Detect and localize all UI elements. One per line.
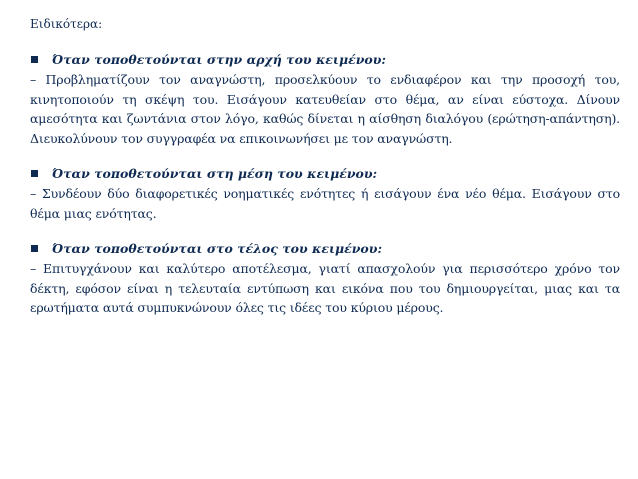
document-body — [30, 15, 620, 334]
section-middle — [30, 164, 620, 223]
section-end — [30, 239, 620, 318]
section-heading-text: Όταν τοποθετούνται στη μέση του κειμένου: — [52, 166, 378, 181]
square-bullet-icon — [31, 245, 38, 252]
section-heading-text: Όταν τοποθετούνται στην αρχή του κειμένου: — [52, 52, 387, 67]
square-bullet-icon — [31, 170, 38, 177]
section-heading — [30, 164, 620, 183]
square-bullet-icon — [31, 56, 38, 63]
section-heading-text: Όταν τοποθετούνται στο τέλος του κειμένου: — [52, 241, 383, 256]
section-body-text: – Συνδέουν δύο διαφορετικές νοηματικές ενότητες ή εισάγουν ένα νέο θέμα. Εισάγουν στο θέμα μιας ενότητας. — [30, 186, 620, 221]
section-body-text: – Προβληματίζουν τον αναγνώστη, προσελκύουν το ενδιαφέρον και την προσοχή του, κινητοποιούν τη σκέψη του. Εισάγουν κατευθείαν στο θέμα, αν είναι εύστοχα. Δίνουν αμεσότητα και ζωντάνια στον λόγο, καθώς δίνεται η αίσθηση διαλόγου (ερώτηση-απάντηση). Διευκολύνουν τον συγγραφέα να επικοινωνήσει με τον αναγνώστη. — [30, 72, 620, 146]
intro-text: Ειδικότερα: — [30, 17, 103, 31]
section-heading — [30, 50, 620, 69]
section-heading — [30, 239, 620, 258]
section-beginning — [30, 50, 620, 148]
section-body-text: – Επιτυγχάνουν και καλύτερο αποτέλεσμα, γιατί απασχολούν για περισσότερο χρόνο τον δέκτη, εφόσον είναι η τελευταία εντύπωση και εικόνα που του δημιουργείται, μιας και τα ερωτήματα αυτά συμπυκνώνουν όλες τις ιδέες του κύριου μέρους. — [30, 261, 620, 315]
